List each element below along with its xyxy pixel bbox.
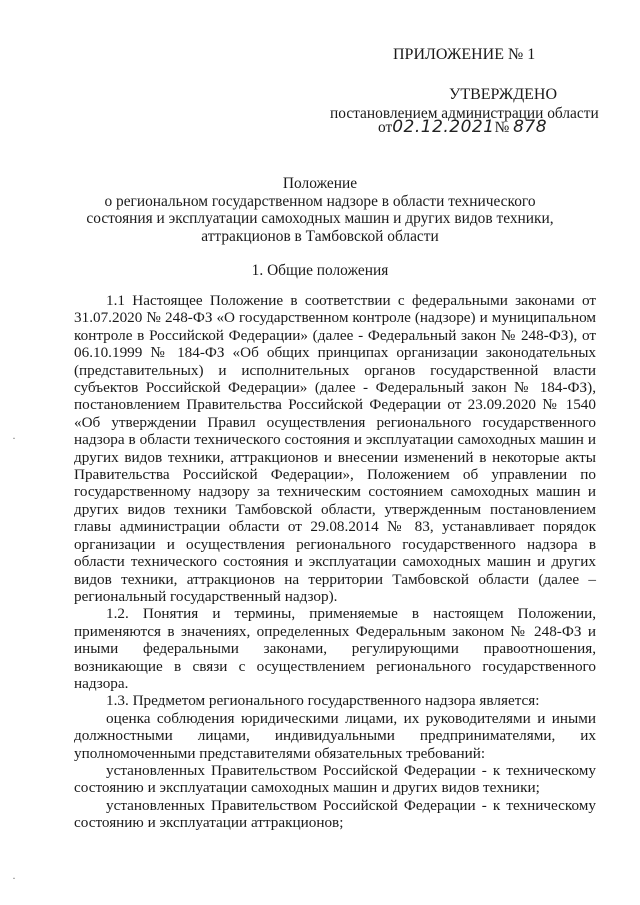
decree-reference: постановлением администрации области [330, 105, 599, 122]
paragraph-subject: оценка соблюдения юридическими лицами, их руководителями и иными должностными лицами, индивидуальными предпринимателями, их уполномоченными представителями обязательных требований: [74, 709, 596, 762]
decree-date-line [378, 119, 640, 136]
handwritten-date: 02.12.2021 [392, 117, 495, 137]
document-title [60, 175, 580, 245]
document-body [74, 292, 596, 832]
handwritten-number: 878 [513, 117, 548, 137]
title-line: состояния и эксплуатации самоходных машин и других видов техники, [86, 210, 554, 228]
paragraph-requirement-attractions: установленных Правительством Российской Федерации - к техническому состоянию и эксплуатации аттракционов; [74, 796, 596, 832]
title-line: Положение [282, 175, 358, 192]
paragraph-1-2: 1.2. Понятия и термины, применяемые в настоящем Положении, применяются в значениях, определенных Федеральным законом № 248-ФЗ и иными федеральными законами, регулирующими правоотношения, возникающие в связи с осуществлением регионального государственного надзора. [74, 605, 596, 692]
annex-number: ПРИЛОЖЕНИЕ № 1 [393, 46, 536, 63]
paragraph-1-3: 1.3. Предметом регионального государственного надзора является: [106, 692, 540, 710]
date-prefix: от [378, 119, 393, 136]
approval-stamp-label: УТВЕРЖДЕНО [449, 86, 558, 103]
section-heading: 1. Общие положения [251, 262, 389, 279]
title-line: о региональном государственном надзоре в области технического [104, 192, 536, 210]
title-line: аттракционов в Тамбовской области [201, 227, 439, 245]
number-prefix: № [494, 119, 510, 136]
paragraph-1-1: 1.1 Настоящее Положение в соответствии с федеральными законами от 31.07.2020 № 248-ФЗ «О государственном контроле (надзоре) и муниципальном контроле в Российской Федерации» (далее - Федеральный закон № 248-ФЗ), от 06.10.1999 № 184-ФЗ «Об общих принципах организации законодательных (представительных) и исполнительных органов государственной власти субъектов Российской Федерации» (далее - Федеральный закон № 184-ФЗ), постановлением Правительства Российской Федерации от 23.09.2020 № 1540 «Об утверждении Правил осуществления регионального государственного надзора в области технического состояния и эксплуатации самоходных машин и других видов техники, аттракционов и внесении изменений в некоторые акты Правительства Российской Федерации», Положением об управлении по государственному надзору за техническим состоянием самоходных машин и других видов техники Тамбовской области, утвержденным постановлением главы администрации области от 29.08.2014 № 83, устанавливает порядок организации и осуществления регионального государственного надзора в области технического состояния и эксплуатации самоходных машин и других видов техники, аттракционов на территории Тамбовской области (далее – региональный государственный надзор). [74, 292, 596, 605]
paragraph-requirement-machines: установленных Правительством Российской Федерации - к техническому состоянию и эксплуатации самоходных машин и других видов техники; [74, 761, 596, 797]
scan-mark: · [12, 431, 16, 445]
scan-mark: · [12, 871, 16, 885]
